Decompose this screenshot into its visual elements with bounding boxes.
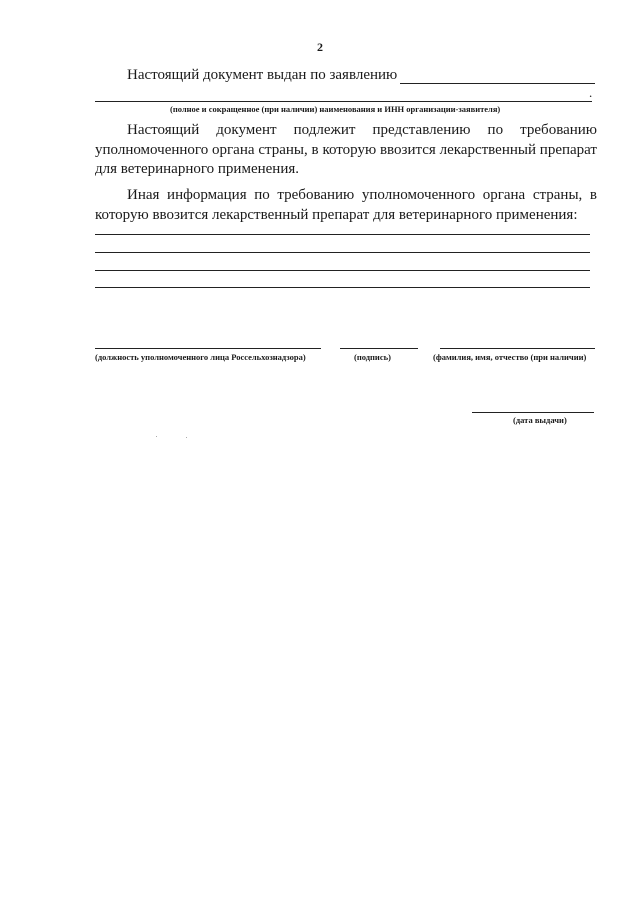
issue-date-line [472,412,594,413]
other-info-line-1 [95,234,590,235]
position-caption: (должность уполномоченного лица Россельхознадзора) [95,352,306,362]
position-line [95,348,321,349]
signature-caption: (подпись) [354,352,391,362]
presentation-paragraph [95,121,597,180]
issue-date-caption: (дата выдачи) [513,415,567,425]
issued-statement: Настоящий документ выдан по заявлению [127,67,398,83]
page-number: 2 [317,40,323,54]
other-info-line-2 [95,252,590,253]
application-blank-line [400,83,595,84]
other-info-line-3 [95,270,590,271]
scan-speck [156,436,157,437]
applicant-caption: (полное и сокращенное (при наличии) наименования и ИНН организации-заявителя) [170,104,501,114]
presentation-paragraph-text: Настоящий документ подлежит представлению по требованию уполномоченного органа страны, в которую ввозится лекарственный препарат для ветеринарного применения. [95,122,597,177]
other-info-paragraph-text: Иная информация по требованию уполномоченного органа страны, в которую ввозится лекарственный препарат для ветеринарного применения: [95,187,597,223]
signature-line [340,348,418,349]
other-info-line-4 [95,287,590,288]
scan-speck [186,437,187,438]
full-name-line [440,348,595,349]
line-end-mark: . [589,85,593,100]
applicant-name-line [95,101,592,102]
other-info-paragraph [95,186,597,225]
full-name-caption: (фамилия, имя, отчество (при наличии) [433,352,587,362]
